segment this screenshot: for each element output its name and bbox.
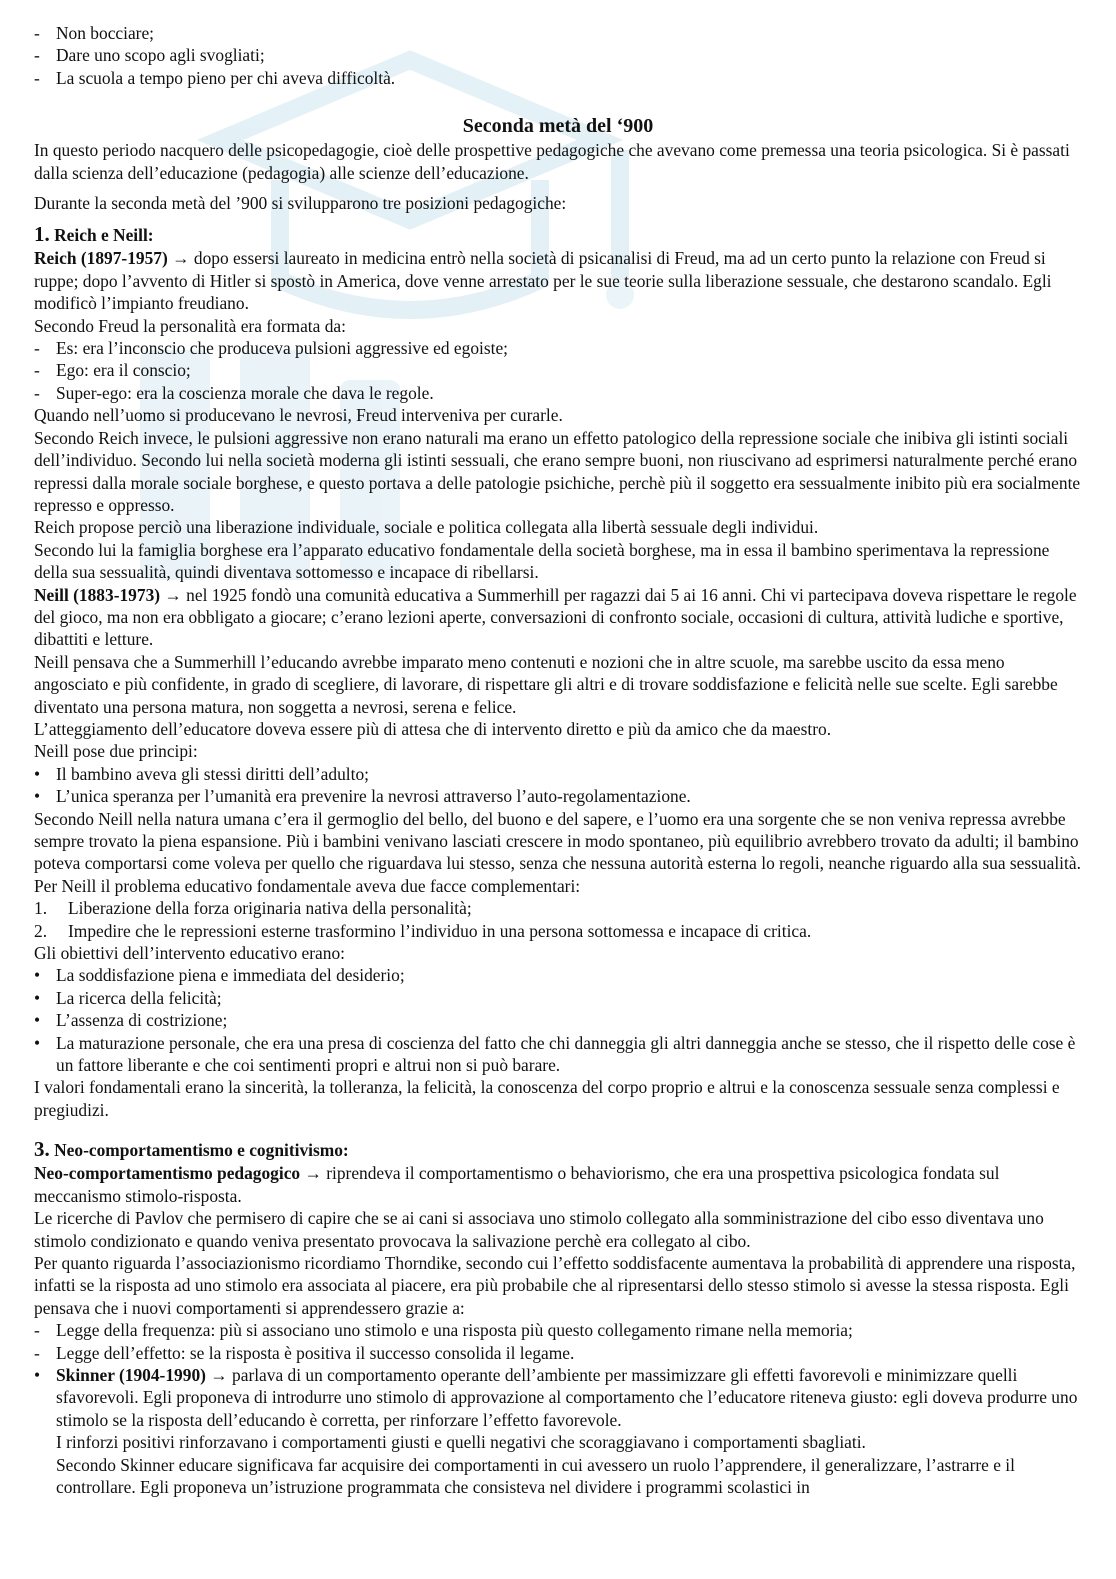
leggi-list [34, 1319, 1082, 1364]
paragraph: Secondo lui la famiglia borghese era l’apparato educativo fondamentale della società borghese, ma in essa il bambino sperimentava la repressione della sua sessualità, quindi diventava sottomesso e incapace di ribellarsi. [34, 539, 1050, 583]
paragraph: Secondo Neill nella natura umana c’era il germoglio del bello, del buono e del sapere, e l’uomo era una sorgente che se non veniva repressa avrebbe sempre trovato la piena espansione. Più i bambini venivano lasciati crescere in modo spontaneo, più equilibrio avrebbero trovato da adulti; il bambino poteva comportarsi come voleva per quello che riguardava lui stesso, senza che nessuna autorità esterna lo regoli, neanche riguardo alla sua sessualità. [34, 808, 1081, 874]
list-item: • La maturazione personale, che era una presa di coscienza del fatto che chi danneggia gli altri danneggia anche se stesso, che il rispetto delle cose è un fattore liberante e che coi sentimenti propri e altrui non si può barare. [34, 1032, 1076, 1076]
paragraph: Secondo Skinner educare significava far acquisire dei comportamenti in cui avessero un ruolo l’apprendere, il generalizzare, l’astrarre e il controllare. Egli proponeva un’istruzione programmata che consisteva nel dividere i programmi scolastici in [56, 1454, 1015, 1497]
list-item: - Legge dell’effetto: se la risposta è positiva il successo consolida il legame. [34, 1342, 575, 1363]
paragraph: I valori fondamentali erano la sincerità, la tolleranza, la felicità, la conoscenza del corpo proprio e altrui e la conoscenza sessuale senza complessi e pregiudizi. [34, 1077, 1060, 1120]
paragraph: Le ricerche di Pavlov che permisero di capire che se ai cani si associava uno stimolo collegato alla somministrazione del cibo esso diventava uno stimolo condizionato e quando veniva presentato provocava la salivazione perchè era collegato al cibo. [34, 1208, 1044, 1251]
paragraph: Secondo Reich invece, le pulsioni aggressive non erano naturali ma erano un effetto patologico della repressione sociale che inibiva gli istinti sociali dell’individuo. Secondo lui nella società moderna gli istinti sessuali, che erano sempre buoni, non riuscivano ad esprimersi naturalmente perché erano repressi dalla morale sociale borghese, e questo portava a delle patologie psichiche, perchè più il soggetto era sessualmente inibito più era socialmente represso e oppresso. [34, 427, 1081, 515]
skinner-block [34, 1364, 1082, 1498]
list-item: - Non bocciare; [34, 23, 155, 43]
paragraph: Neill pensava che a Summerhill l’educando avrebbe imparato meno contenuti e nozioni che in altre scuole, ma sarebbe uscito da essa meno angosciato e più confidente, in grado di scegliere, di lavorare, di rispettare gli altri e di trovare soddisfazione e felicità nelle sue scelte. Egli sarebbe diventato una persona matura, non soggetta a nevrosi, serena e felice. [34, 651, 1058, 717]
list-item: 1. Liberazione della forza originaria nativa della personalità; [34, 898, 472, 919]
paragraph: Per quanto riguarda l’associazionismo ricordiamo Thorndike, secondo cui l’effetto soddisfacente aumentava la probabilità di apprendere una risposta, infatti se la risposta ad uno stimolo era associata al piacere, era più probabile che al ripresentarsi dello stesso stimolo si avesse la stessa risposta. Egli pensava che i nuovi comportamenti si apprendessero grazie a: [34, 1252, 1076, 1318]
facce-list [34, 897, 1082, 942]
list-item: - Es: era l’inconscio che produceva pulsioni aggressive ed egoiste; [34, 338, 509, 359]
list-item: - La scuola a tempo pieno per chi aveva difficoltà. [34, 67, 396, 88]
list-item: • L’assenza di costrizione; [34, 1010, 228, 1031]
paragraph-neill: Neill (1883-1973) → nel 1925 fondò una comunità educativa a Summerhill per ragazzi dai 5 ai 16 anni. Chi vi partecipava doveva rispettare le regole del gioco, ma non era obbligato a giocare; c’erano lezioni aperte, conversazioni di confronto sociale, occasioni di cultura, attività ludiche e sportive, dibattiti e letture. [34, 584, 1077, 650]
list-item: • Il bambino aveva gli stessi diritti dell’adulto; [34, 763, 369, 784]
principi-list [34, 763, 1082, 808]
section-intro: In questo periodo nacquero delle psicopedagogie, cioè delle prospettive pedagogiche che avevano come premessa una teoria psicologica. Si è passati dalla scienza dell’educazione (pedagogia) alle scienze dell’educazione. [34, 140, 1070, 183]
intro-dash-list [34, 22, 1082, 89]
paragraph: Gli obiettivi dell’intervento educativo erano: [34, 943, 346, 964]
paragraph-reich: Reich (1897-1957) → dopo essersi laureato in medicina entrò nella società di psicanalisi di Freud, ma ad un certo punto la relazione con Freud si ruppe; dopo l’avvento di Hitler si spostò in America, dove venne arrestato per le sue teorie sulla liberazione sessuale, che destarono scandalo. Egli modificò l’impianto freudiano. [34, 248, 1052, 314]
obiettivi-list [34, 964, 1082, 1076]
section-title: Seconda metà del ‘900 [462, 115, 654, 138]
paragraph: Neill pose due principi: [34, 741, 198, 762]
paragraph: Secondo Freud la personalità era formata da: [34, 315, 346, 336]
paragraph: I rinforzi positivi rinforzavano i comportamenti giusti e quelli negativi che scoraggiavano i comportamenti sbagliati. [56, 1432, 866, 1453]
list-item: • La soddisfazione piena e immediata del desiderio; [34, 965, 405, 986]
section-intro-2: Durante la seconda metà del ’900 si svilupparono tre posizioni pedagogiche: [34, 193, 567, 214]
list-item: - Legge della frequenza: più si associano uno stimolo e una risposta più questo collegamento rimane nella memoria; [34, 1320, 853, 1341]
paragraph: L’atteggiamento dell’educatore doveva essere più di attesa che di intervento diretto e più da amico che da maestro. [34, 718, 832, 739]
document-page [34, 22, 1082, 1498]
freud-list [34, 337, 1082, 404]
list-item: • Skinner (1904-1990) → parlava di un comportamento operante dell’ambiente per massimizzare gli effetti favorevoli e minimizzare quelli sfavorevoli. Egli proponeva di introdurre uno stimolo di approvazione al comportamento che l’educatore riteneva giusto: egli doveva produrre uno stimolo se la risposta dell’educando è corretta, per rinforzare l’effetto favorevole. [34, 1364, 1078, 1430]
subsection-heading-3: 3. Neo-comportamentismo e cognitivismo: [34, 1137, 349, 1162]
list-item: 2. Impedire che le repressioni esterne trasformino l’individuo in una persona sottomessa e incapace di critica. [34, 920, 812, 941]
list-item: - Dare uno scopo agli svogliati; [34, 45, 265, 66]
paragraph-neo: Neo-comportamentismo pedagogico → riprendeva il comportamentismo o behaviorismo, che era una prospettiva psicologica fondata sul meccanismo stimolo-risposta. [34, 1163, 1000, 1206]
paragraph: Quando nell’uomo si producevano le nevrosi, Freud interveniva per curarle. [34, 405, 563, 426]
list-item: • La ricerca della felicità; [34, 987, 222, 1008]
paragraph: Per Neill il problema educativo fondamentale aveva due facce complementari: [34, 875, 581, 896]
list-item: - Super-ego: era la coscienza morale che dava le regole. [34, 382, 434, 403]
list-item: - Ego: era il conscio; [34, 360, 191, 381]
subsection-heading-1: 1. Reich e Neill: [34, 222, 154, 247]
paragraph: Reich propose perciò una liberazione individuale, sociale e politica collegata alla libertà sessuale degli individui. [34, 517, 819, 538]
list-item: • L’unica speranza per l’umanità era prevenire la nevrosi attraverso l’auto-regolamentazione. [34, 786, 691, 807]
